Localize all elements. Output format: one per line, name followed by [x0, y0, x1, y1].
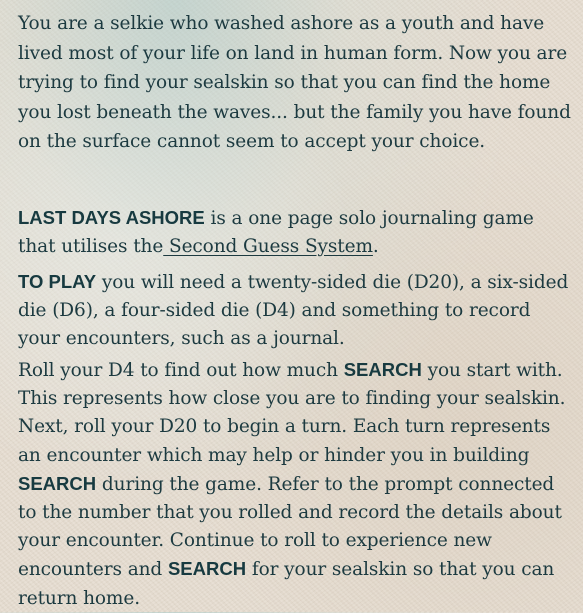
to-play-paragraph	[18, 268, 574, 353]
search-keyword: SEARCH	[18, 472, 97, 494]
to-play-heading: TO PLAY	[18, 271, 97, 292]
game-title: LAST DAYS ASHORE	[18, 207, 205, 228]
to-play-text: you will need a twenty-sided die (D20), a six-sided die (D6), a four-sided die (D4) and something to record your encounters, such as a journal.	[18, 272, 569, 349]
intro-paragraph: You are a selkie who washed ashore as a youth and have lived most of your life on land in human form. Now you are trying to find your sealskin so that you can find the home you lost beneath the waves... but the family you have found on the surface cannot seem to accept your choice.	[18, 13, 571, 152]
about-paragraph	[18, 204, 574, 260]
rules-text-3: during the game. Refer to the prompt connected to the number that you rolled and record the details about your encounter. Continue to roll to experience new encounters and	[18, 473, 562, 581]
about-text: is a one page solo journaling game that utilises the	[18, 208, 534, 257]
search-keyword: SEARCH	[343, 359, 422, 380]
rules-text-4: for your sealskin so that you can return home.	[18, 559, 555, 609]
rules-text-2: you start with. This represents how close you are to finding your sealskin. Next, roll your D20 to begin a turn. Each turn represents an encounter which may help or hinder you in building	[18, 360, 566, 466]
rules-paragraph	[18, 356, 574, 613]
about-end: .	[372, 235, 379, 257]
rules-text-1: Roll your D4 to find out how much	[18, 360, 344, 381]
search-keyword: SEARCH	[167, 558, 247, 580]
second-guess-system-link[interactable]: Second Guess System	[163, 235, 373, 257]
